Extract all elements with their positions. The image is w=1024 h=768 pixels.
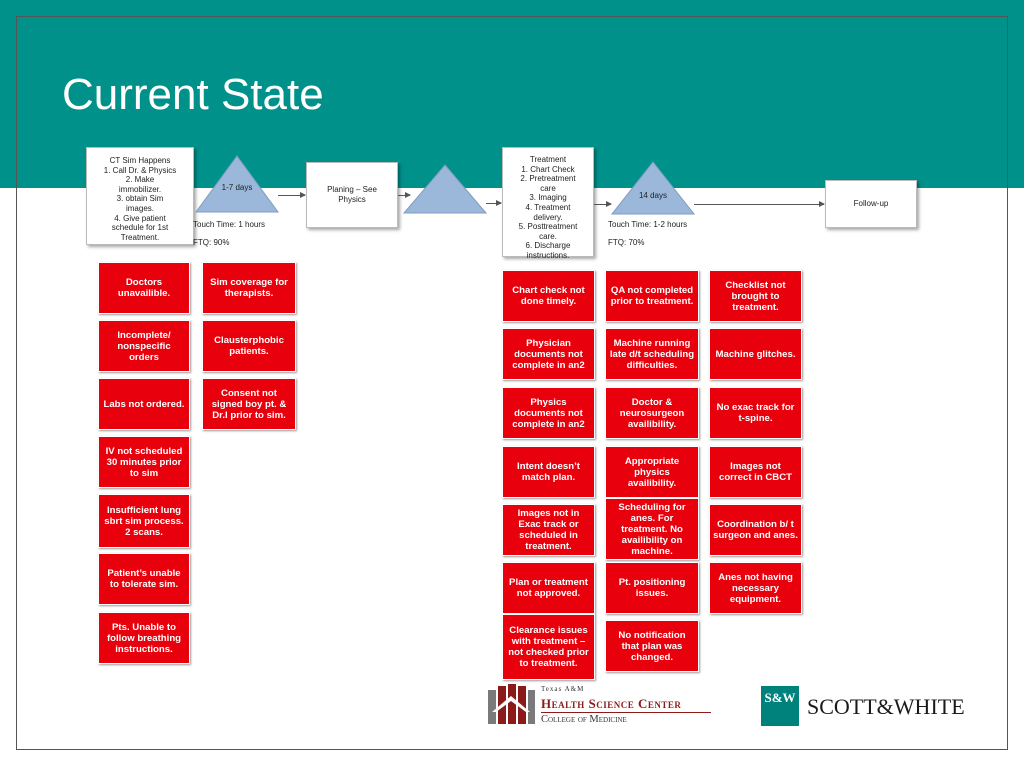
treatment-line: 6. Discharge [525,241,571,251]
treatment-line: 2. Pretreatment [520,174,576,184]
issue-note: QA not completed prior to treatment. [605,270,699,322]
ct-sim-line: 4. Give patient [114,213,166,223]
issue-note: Clearance issues with treatment – not checked prior to treatment. [502,614,595,680]
ct-sim-line: images. [125,203,154,213]
scott-white-text: SCOTT&WHITE [807,694,965,719]
issue-note: Anes not having necessary equipment. [709,562,802,614]
followup-box [825,180,917,228]
ct-sim-box [86,147,194,245]
ct-sim-line: CT Sim Happens [109,156,171,165]
ct-sim-line: immobilizer. [118,184,162,194]
issue-note: No notification that plan was changed. [605,620,699,672]
tamu-emblem-icon [486,684,536,728]
issue-note: Images not in Exac track or scheduled in treatment. [502,504,595,556]
issue-note: Sim coverage for therapists. [202,262,296,314]
touch-time-2: Touch Time: 1-2 hours [608,220,688,229]
treatment-line: care [540,183,556,193]
arrow-5 [694,204,824,205]
ftq-1: FTQ: 90% [193,238,230,247]
ct-sim-line: 1. Call Dr. & Physics [103,165,177,175]
issue-note: Consent not signed boy pt. & Dr.I prior to sim. [202,378,296,430]
scott-white-logo [761,686,985,726]
treatment-box [502,147,594,260]
issue-note: Doctors unavailible. [98,262,190,314]
treatment-line: 4. Treatment [525,202,571,212]
issue-note: Doctor & neurosurgeon availibility. [605,387,699,439]
treatment-line: 1. Chart Check [521,164,575,174]
tamu-rule [541,712,711,713]
treatment-line: 5. Posttreatment [518,222,578,232]
issue-note: Clausterphobic patients. [202,320,296,372]
wait-triangle-2 [402,163,488,215]
issue-note: Machine running late d/t scheduling difficulties. [605,328,699,380]
issue-note: Physician documents not complete in an2 [502,328,595,380]
tamu-small-text: Texas A&M [541,685,585,693]
issue-note: Images not correct in CBCT [709,446,802,498]
issue-note: Insufficient lung sbrt sim process. 2 scans. [98,494,190,548]
wait-label-2: 14 days [638,191,668,200]
treatment-line: instructions. [526,250,570,260]
tamu-logo [486,684,712,728]
treatment-line: delivery. [533,212,563,222]
issue-note: Machine glitches. [709,328,802,380]
ct-sim-line: Treatment. [120,232,160,242]
issue-note: Intent doesn’t match plan. [502,446,595,498]
arrow-1 [278,195,305,196]
arrow-3 [486,203,501,204]
planning-box [306,162,398,228]
ct-sim-line: schedule for 1st [111,223,169,233]
issue-note: Labs not ordered. [98,378,190,430]
issue-note: Scheduling for anes. For treatment. No availibility on machine. [605,498,699,560]
issue-note: Pts. Unable to follow breathing instructions. [98,612,190,664]
issue-note: IV not scheduled 30 minutes prior to sim [98,436,190,488]
tamu-sub-text: College of Medicine [541,714,627,725]
issue-note: Appropriate physics availibility. [605,446,699,498]
followup-label: Follow-up [853,199,889,209]
issue-note: Pt. positioning issues. [605,562,699,614]
tamu-main-text: Health Science Center [541,696,682,711]
issue-note: Incomplete/ nonspecific orders [98,320,190,372]
issue-note: Physics documents not complete in an2 [502,387,595,439]
issue-note: Chart check not done timely. [502,270,595,322]
treatment-line: Treatment [529,155,567,164]
issue-note: Checklist not brought to treatment. [709,270,802,322]
scott-white-mark-icon: S&W [761,686,799,726]
issue-note: Plan or treatment not approved. [502,562,595,614]
planning-line: Physics [338,195,366,204]
page-title: Current State [62,70,324,119]
ftq-2: FTQ: 70% [608,238,645,247]
treatment-line: 3. Imaging [529,193,567,203]
treatment-line: care. [539,231,557,241]
issue-note: No exac track for t-spine. [709,387,802,439]
wait-triangle-3 [610,160,696,216]
wait-label-1: 1-7 days [221,183,253,192]
touch-time-1: Touch Time: 1 hours [193,220,266,229]
issue-note: Patient’s unable to tolerate sim. [98,553,190,605]
planning-line: Planing – See [327,185,377,195]
issue-note: Coordination b/ t surgeon and anes. [709,504,802,556]
ct-sim-line: 2. Make [125,175,155,185]
arrow-4 [594,204,611,205]
ct-sim-line: 3. obtain Sim [116,194,164,204]
